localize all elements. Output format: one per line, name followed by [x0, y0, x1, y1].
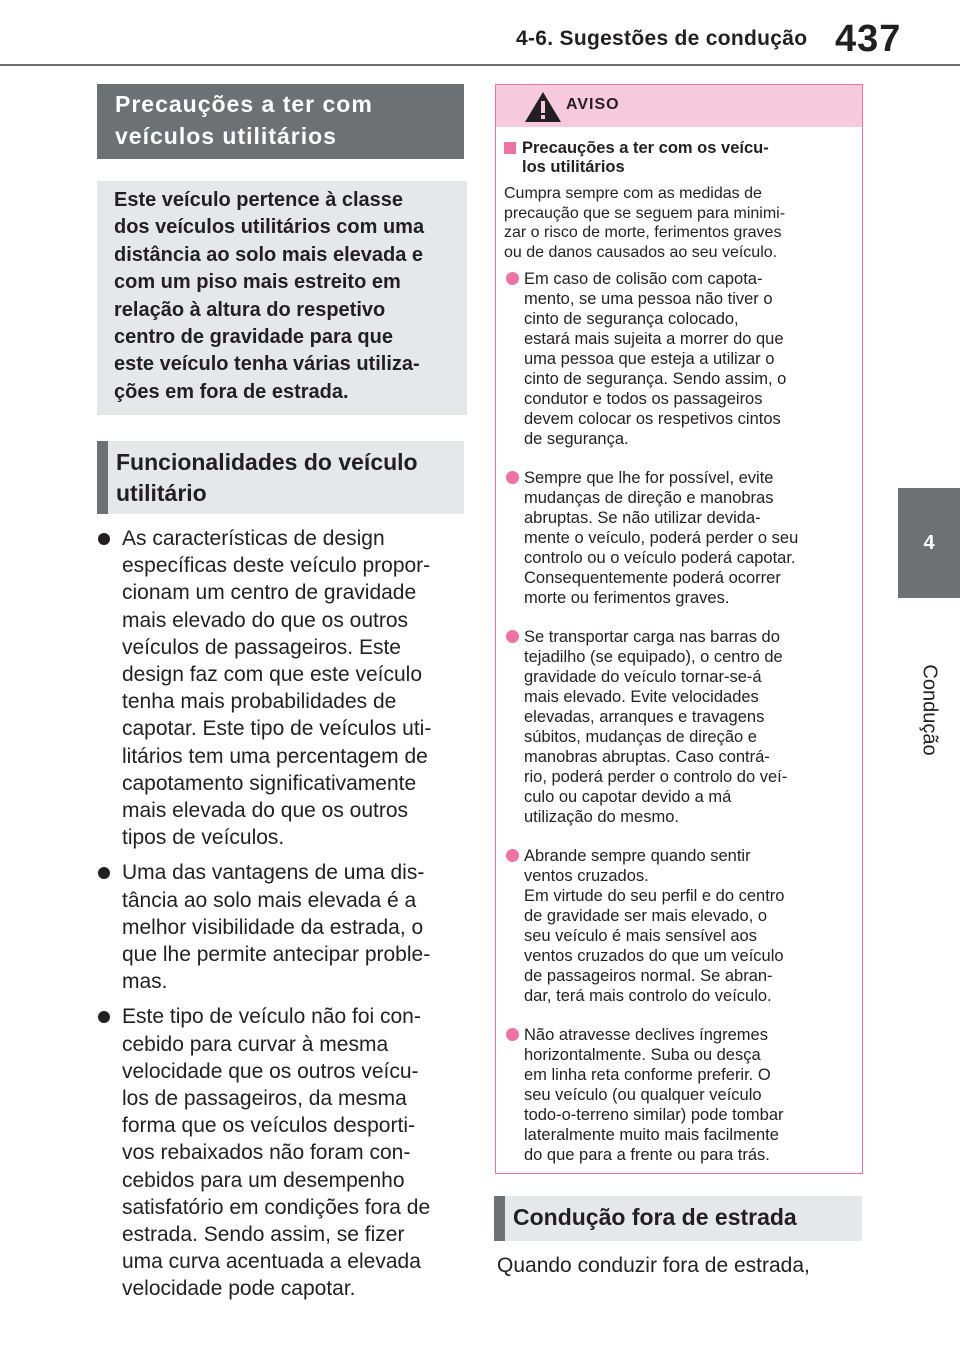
section-title: 4-6. Sugestões de condução [516, 27, 808, 50]
warning-list [504, 269, 848, 1165]
list-item-text: As características de design específicas deste veículo propor- cionam um centro de gravidade mais elevado do que os outros veículos de passageiros. Este design faz com que este veículo tenha mais probabilidades de capotar. Este tipo de veículos uti- litários tem uma percentagem de capotamento significativamente mais elevada do que os outros tipos de veículos. [122, 527, 432, 850]
list-item [97, 525, 469, 851]
warning-item [504, 846, 848, 1006]
offroad-heading: Condução fora de estrada [494, 1196, 862, 1241]
offroad-text: Quando conduzir fora de estrada, [497, 1254, 810, 1277]
warning-box [495, 84, 863, 1174]
pink-bullet-icon [506, 272, 519, 285]
bullet-icon [98, 1011, 110, 1023]
pink-bullet-icon [506, 849, 519, 862]
warning-item-text: Em caso de colisão com capota- mento, se uma pessoa não tiver o cinto de segurança colocado, estará mais sujeita a morrer do que uma pessoa que esteja a utilizar o cinto de segurança. Sendo assim, o condutor e todos os passageiros devem colocar os respetivos cintos de segurança. [524, 270, 787, 448]
bullet-icon [98, 533, 110, 545]
pink-bullet-icon [506, 630, 519, 643]
warning-subheading-text: Precauções a ter com os veícu- los utilitários [522, 139, 769, 176]
warning-subheading [504, 139, 848, 176]
warning-intro: Cumpra sempre com as medidas de precaução que se seguem para minimi- zar o risco de morte, ferimentos graves ou de danos causados ao seu veículo. [504, 185, 786, 261]
warning-item [504, 468, 848, 608]
features-list [97, 525, 469, 1311]
warning-body [496, 127, 862, 1165]
warning-triangle-icon [524, 91, 562, 123]
pink-bullet-icon [506, 471, 519, 484]
chapter-tab [898, 488, 960, 598]
chapter-number: 4 [923, 531, 935, 554]
warning-item-text: Se transportar carga nas barras do tejadilho (se equipado), o centro de gravidade do veículo tornar-se-á mais elevado. Evite velocidades elevadas, arranques e travagens súbitos, mudanças de direção e manobras abruptas. Caso contrá- rio, poderá perder o controlo do veí- culo ou capotar devido a má utilização do mesmo. [524, 628, 788, 826]
list-item-text: Uma das vantagens de uma dis- tância ao solo mais elevada é a melhor visibilidade da estrada, o que lhe permite antecipar proble- mas. [122, 861, 431, 994]
warning-item-text: Não atravesse declives íngremes horizontalmente. Suba ou desça em linha reta conforme preferir. O seu veículo (ou qualquer veículo todo-o-terreno similar) pode tombar lateralmente muito mais facilmente do que para a frente ou para trás. [524, 1026, 784, 1164]
list-item-text: Este tipo de veículo não foi con- cebido para curvar à mesma velocidade que os outros veícu- los de passageiros, da mesma forma que os veículos desporti- vos rebaixados não foram con- cebidos para um desempenho satisfatório em condições fora de estrada. Sendo assim, se fizer uma curva acentuada a elevada velocidade pode capotar. [122, 1005, 431, 1301]
list-item [97, 1003, 469, 1302]
list-item [97, 859, 469, 995]
warning-label: AVISO [566, 96, 620, 113]
warning-item-text: Abrande sempre quando sentir ventos cruzados. Em virtude do seu perfil e do centro de gravidade ser mais elevado, o seu veículo é mais sensível aos ventos cruzados do que um veículo de passageiros normal. Se abran- dar, terá mais controlo do veículo. [524, 847, 785, 1005]
warning-item [504, 627, 848, 827]
warning-header [496, 85, 862, 127]
warning-item [504, 269, 848, 449]
pink-bullet-icon [506, 1028, 519, 1041]
header-divider [0, 64, 960, 66]
intro-text: Este veículo pertence à classe dos veículos utilitários com uma distância ao solo mais elevada e com um piso mais estreito em relação à altura do respetivo centro de gravidade para que este veículo tenha várias utiliza- ções em fora de estrada. [97, 181, 467, 415]
warning-item-text: Sempre que lhe for possível, evite mudanças de direção e manobras abruptas. Se não utilizar devida- mente o veículo, poderá perder o seu controlo ou o veículo poderá capotar. Consequentemente poderá ocorrer morte ou ferimentos graves. [524, 469, 799, 607]
warning-item [504, 1025, 848, 1165]
chapter-label: Condução [918, 664, 941, 756]
page-number: 437 [835, 18, 902, 60]
bullet-icon [98, 867, 110, 879]
page-title: Precauções a ter com veículos utilitários [97, 84, 464, 159]
square-bullet-icon [504, 142, 516, 154]
features-heading: Funcionalidades do veículo utilitário [97, 441, 464, 514]
